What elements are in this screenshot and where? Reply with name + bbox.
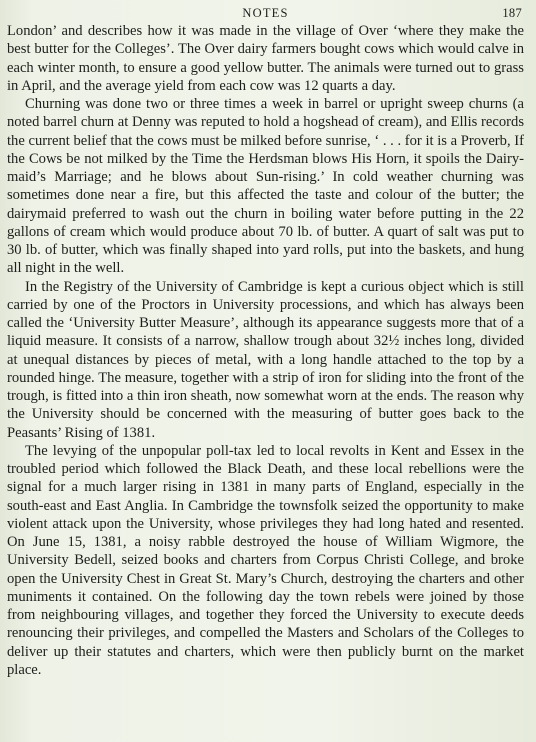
paragraph-butter-measure: In the Registry of the University of Cambridge is kept a curious object which is still carried by one of the Proctors in University processions, and which has always been called the ‘University Butter Measure’, although its appearance suggests more that of a liquid measure. It consists of a narrow, shallow trough about 32½ inches long, divided at unequal distances by pieces of metal, with a long handle attached to the top by a rounded hinge. The measure, together with a strip of iron for sliding into the front of the trough, is fitted into a thin iron sheath, now somewhat worn at the ends. The reason why the University should be concerned with the measuring of butter goes back to the Peasants’ Rising of 1381.	[7, 278, 524, 441]
body-text	[7, 22, 524, 679]
running-head	[7, 4, 524, 22]
page-number: 187	[502, 6, 522, 20]
paragraph-churning: Churning was done two or three times a week in barrel or upright sweep churns (a noted barrel churn at Denny was reputed to hold a hogshead of cream), and Ellis records the current belief that the cows must be milked before sunrise, ‘ . . . for it is a Proverb, If the Cows be not milked by the Time the Herdsman blows His Horn, it spoils the Dairy-maid’s Marriage; and he blows about Sun-rising.’ In cold weather churning was sometimes done near a fire, but this affected the taste and colour of the butter; the dairymaid preferred to wash out the churn in boiling water before putting in the 22 gallons of cream which would produce about 70 lb. of butter. A quart of salt was put to 30 lb. of butter, which was finally shaped into yard rolls, put into the baskets, and hung all night in the well.	[7, 96, 524, 277]
paragraph-peasants-rising: The levying of the unpopular poll-tax led to local revolts in Kent and Essex in the troubled period which followed the Black Death, and these local rebellions were the signal for a much larger rising in 1381 in many parts of England, especially in the south-east and East Anglia. In Cambridge the townsfolk seized the opportunity to make violent attack upon the University, whose privileges they had long hated and resented. On June 15, 1381, a noisy rabble destroyed the house of William Wigmore, the University Bedell, seized books and charters from Corpus Christi College, and broke open the University Chest in Great St. Mary’s Church, destroying the charters and other muniments it contained. On the following day the town rebels were joined by those from neighbouring villages, and together they forced the University to execute deeds renouncing their privileges, and compelled the Masters and Scholars of the Colleges to deliver up their statutes and charters, which were then publicly burnt on the market place.	[7, 442, 524, 678]
running-title: NOTES	[242, 6, 289, 20]
paragraph-butter-origin: London’ and describes how it was made in the village of Over ‘where they make the best butter for the Colleges’. The Over dairy farmers bought cows which would calve in each winter month, to ensure a good yellow butter. The animals were turned out to grass in April, and the average yield from each cow was 12 quarts a day.	[7, 23, 524, 94]
